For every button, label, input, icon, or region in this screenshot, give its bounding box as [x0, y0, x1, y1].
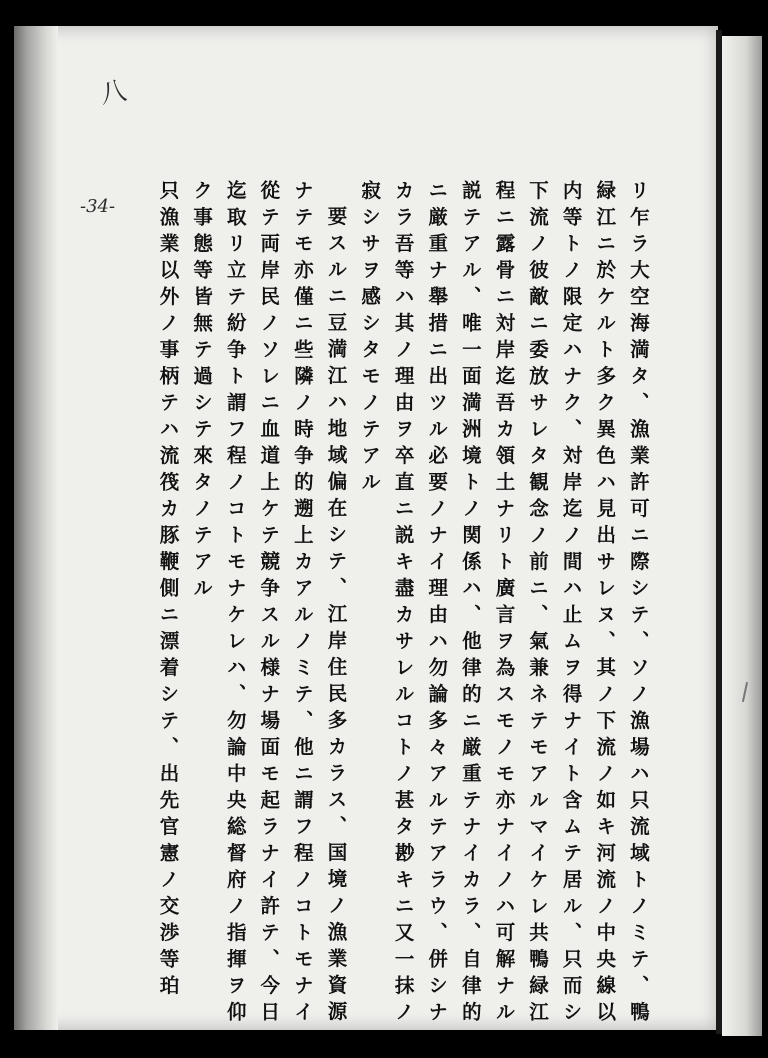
page-gutter-shadow [14, 26, 58, 1030]
text-line-13: 迄取リ立テ紛争ト謂フ程ノコトモナケレハ、勿論中央総督府ノ指揮ヲ仰 [223, 180, 247, 1028]
text-line-4: 下流ノ彼敵ニ委放サレタ観念ノ前ニ、氣兼ネテモアルマイケレ共鴨緑江 [526, 180, 550, 1028]
text-line-6: 説テアル、唯一面満洲境トノ関係ハ、他律的ニ厳重テナイカラ、自律的 [458, 180, 482, 1028]
text-line-10: 要スルニ豆満江ハ地域偏在シテ、江岸住民多カラス、国境ノ漁業資源 [324, 206, 348, 1028]
page-number: -34- [80, 196, 116, 217]
text-line-5: 程ニ露骨ニ対岸迄吾カ領土ナリト廣言ヲ為スモノモ亦ナイノハ可解ナル [492, 180, 516, 1028]
text-line-8: カラ吾等ハ其ノ理由ヲ卒直ニ説キ盡カサレルコトノ甚タ尠キニ又一抹ノ [391, 180, 415, 1028]
text-line-7: ニ厳重ナ舉措ニ出ツル必要ノナイ理由ハ勿論多々アルテアラウ、併シナ [425, 180, 449, 1028]
text-line-15: 只漁業以外ノ事柄テハ流筏カ豚鞭側ニ漂着シテ、出先官憲ノ交渉等珀 [156, 180, 180, 1002]
text-line-2: 緑江ニ於ケルト多ク異色ハ見出サレヌ、其ノ下流ノ如キ河流ノ中央線以 [593, 180, 617, 1028]
adjacent-page-edge [722, 36, 762, 1036]
text-line-1: リ乍ラ大空海満タ、漁業許可ニ際シテ、ソノ漁場ハ只流域トノミテ、鴨 [626, 180, 650, 1028]
text-line-14: ク事態等皆無テ過シテ來タノテアル [190, 180, 214, 604]
text-line-9: 寂シサヲ感シタモノテアル [358, 180, 382, 498]
handwritten-margin-note: 八 [98, 75, 129, 110]
text-line-11: ナテモ亦僅ニ些隣ノ時争的遡上カアルノミテ、他ニ謂フ程ノコトモナイ [290, 180, 314, 1028]
vertical-text-block [156, 180, 650, 1028]
text-line-3: 内等トノ限定ハナク、対岸迄ノ間ハ止ムヲ得ナイト含ムテ居ル、只而シ [559, 180, 583, 1028]
text-line-12: 從テ両岸民ノソレニ血道上ケテ競争スル様ナ場面モ起ラナイ許テ、今日 [257, 180, 281, 1028]
